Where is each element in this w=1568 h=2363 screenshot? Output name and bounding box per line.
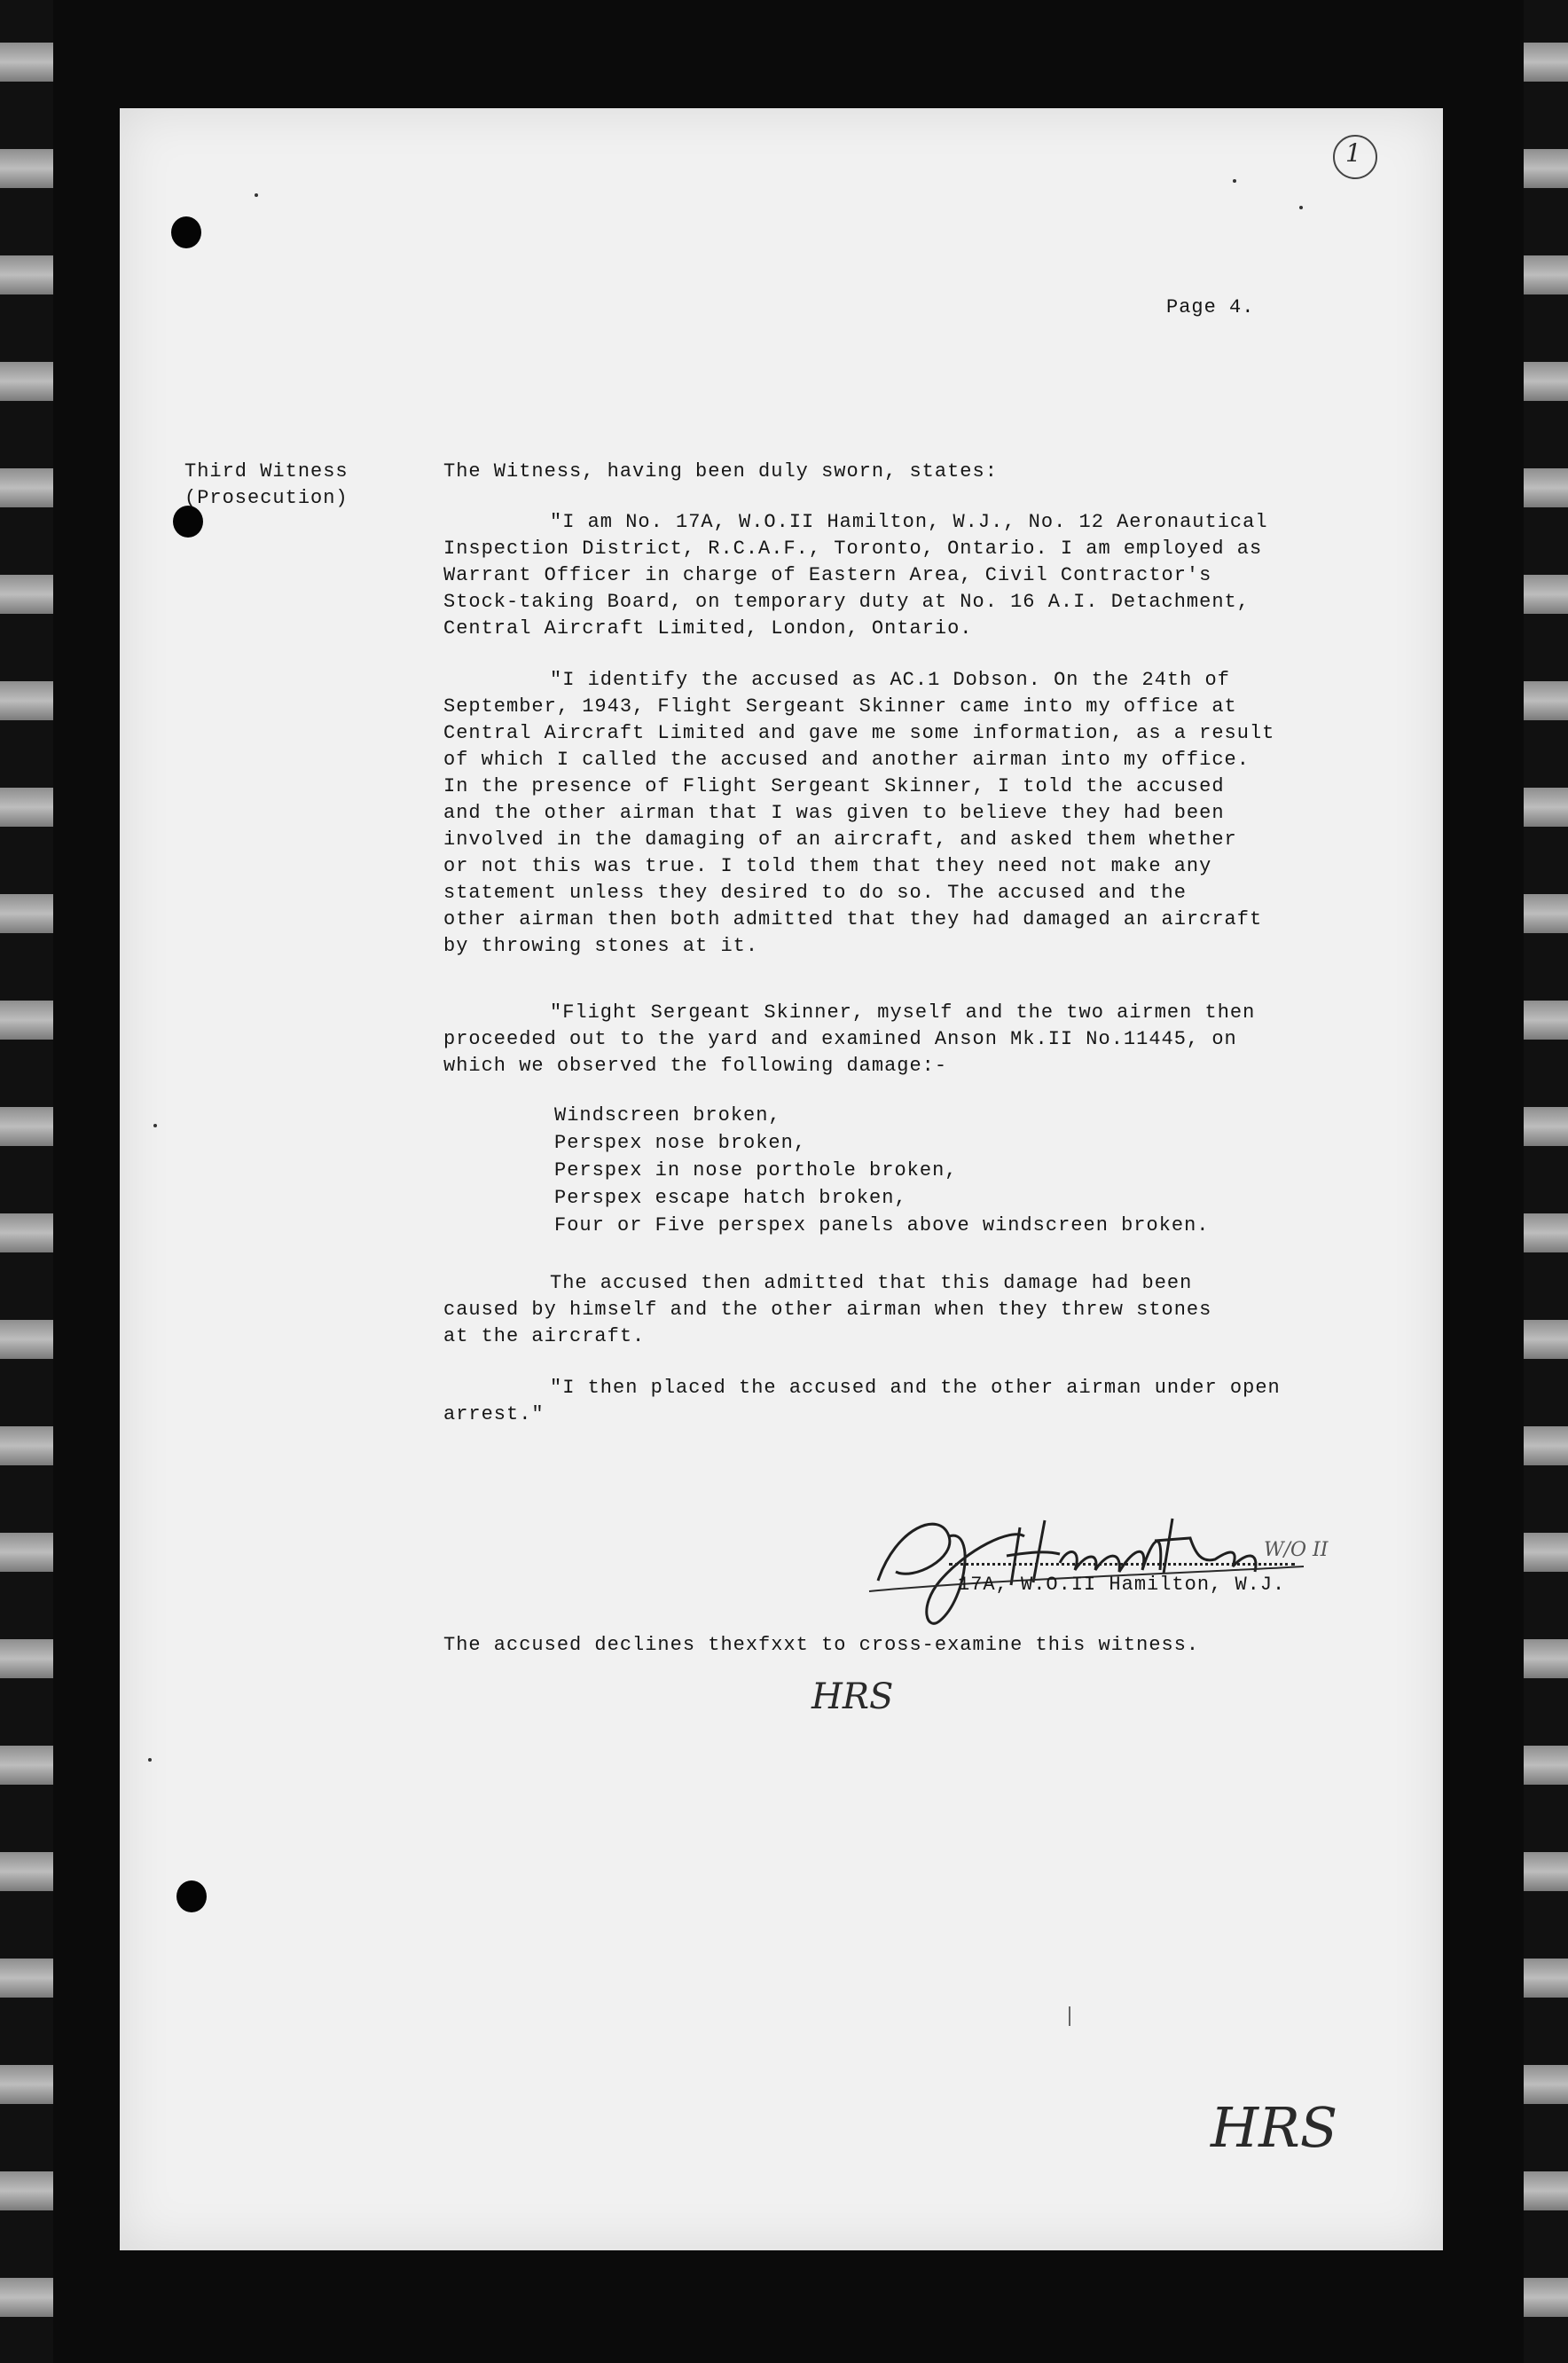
paragraph-3: [443, 1000, 1255, 1079]
margin-label-prosecution: (Prosecution): [184, 487, 349, 509]
speck: [255, 193, 258, 197]
intro-line: The Witness, having been duly sworn, states:: [443, 460, 998, 483]
signature-typed-name: 17A, W.O.II Hamilton, W.J.: [958, 1574, 1286, 1596]
damage-item: Perspex in nose porthole broken,: [554, 1159, 958, 1182]
paragraph-2-line: by throwing stones at it.: [443, 935, 759, 957]
paragraph-4: [443, 1270, 1211, 1350]
damage-list: [554, 1102, 1210, 1239]
paragraph-1-line: "I am No. 17A, W.O.II Hamilton, W.J., No. 12 Aeronautical: [550, 511, 1268, 533]
paragraph-4-line: caused by himself and the other airman when they threw stones: [443, 1299, 1212, 1321]
paragraph-1-line: Inspection District, R.C.A.F., Toronto, Ontario. I am employed as: [443, 538, 1263, 560]
pencil-tick: [1069, 2006, 1070, 2026]
paragraph-4-line: The accused then admitted that this damage had been: [550, 1272, 1193, 1294]
paragraph-1-line: Central Aircraft Limited, London, Ontario.: [443, 617, 973, 640]
signature-dotted-line: [949, 1563, 1295, 1566]
paragraph-1-line: Stock-taking Board, on temporary duty at No. 16 A.I. Detachment,: [443, 591, 1250, 613]
paragraph-1-line: Warrant Officer in charge of Eastern Area, Civil Contractor's: [443, 564, 1212, 586]
punch-hole-top: [171, 216, 201, 248]
punch-hole-bottom: [176, 1880, 207, 1912]
handwritten-initials-middle: HRS: [811, 1676, 894, 1717]
paragraph-2-line: "I identify the accused as AC.1 Dobson. On the 24th of: [550, 669, 1230, 691]
handwritten-initials-bottom: HRS: [1211, 2095, 1338, 2160]
damage-item: Windscreen broken,: [554, 1104, 781, 1127]
paragraph-3-line: proceeded out to the yard and examined Anson Mk.II No.11445, on: [443, 1028, 1237, 1050]
handwritten-signature: [843, 1474, 1392, 1634]
paragraph-2-line: Central Aircraft Limited and gave me some information, as a result: [443, 722, 1275, 744]
margin-label-witness: Third Witness: [184, 460, 349, 483]
paragraph-2-line: or not this was true. I told them that they need not make any: [443, 855, 1212, 877]
damage-item: Perspex nose broken,: [554, 1132, 807, 1154]
paragraph-2-line: statement unless they desired to do so. The accused and the: [443, 882, 1187, 904]
paragraph-2-line: September, 1943, Flight Sergeant Skinner came into my office at: [443, 695, 1237, 718]
paragraph-1: [443, 509, 1268, 642]
paragraph-5-line: "I then placed the accused and the other airman under open: [550, 1377, 1281, 1399]
speck: [148, 1758, 152, 1762]
film-strip-left: [0, 0, 53, 2363]
corner-number: 1: [1345, 138, 1361, 168]
paragraph-2: [443, 667, 1274, 960]
damage-item: Perspex escape hatch broken,: [554, 1187, 907, 1209]
svg-text:W/O II: W/O II: [1264, 1539, 1329, 1561]
damage-item: Four or Five perspex panels above windscreen broken.: [554, 1214, 1210, 1236]
paragraph-2-line: involved in the damaging of an aircraft, and asked them whether: [443, 828, 1237, 851]
paragraph-2-line: other airman then both admitted that they had damaged an aircraft: [443, 908, 1263, 930]
paragraph-3-line: "Flight Sergeant Skinner, myself and the two airmen then: [550, 1001, 1256, 1024]
paragraph-2-line: In the presence of Flight Sergeant Skinner, I told the accused: [443, 775, 1225, 797]
paragraph-2-line: of which I called the accused and another airman into my office.: [443, 749, 1250, 771]
paragraph-3-line: which we observed the following damage:-: [443, 1055, 948, 1077]
paragraph-4-line: at the aircraft.: [443, 1325, 646, 1347]
speck: [153, 1124, 157, 1127]
document-page: [120, 108, 1443, 2250]
speck: [1299, 206, 1303, 209]
speck: [1233, 179, 1236, 183]
paragraph-2-line: and the other airman that I was given to believe they had been: [443, 802, 1225, 824]
cross-examination-statement: The accused declines thexfxxt to cross-examine this witness.: [443, 1634, 1200, 1656]
paragraph-5-line: arrest.": [443, 1403, 545, 1425]
page-number: Page 4.: [1166, 296, 1255, 318]
paragraph-5: [443, 1375, 1281, 1428]
film-strip-right: [1524, 0, 1568, 2363]
